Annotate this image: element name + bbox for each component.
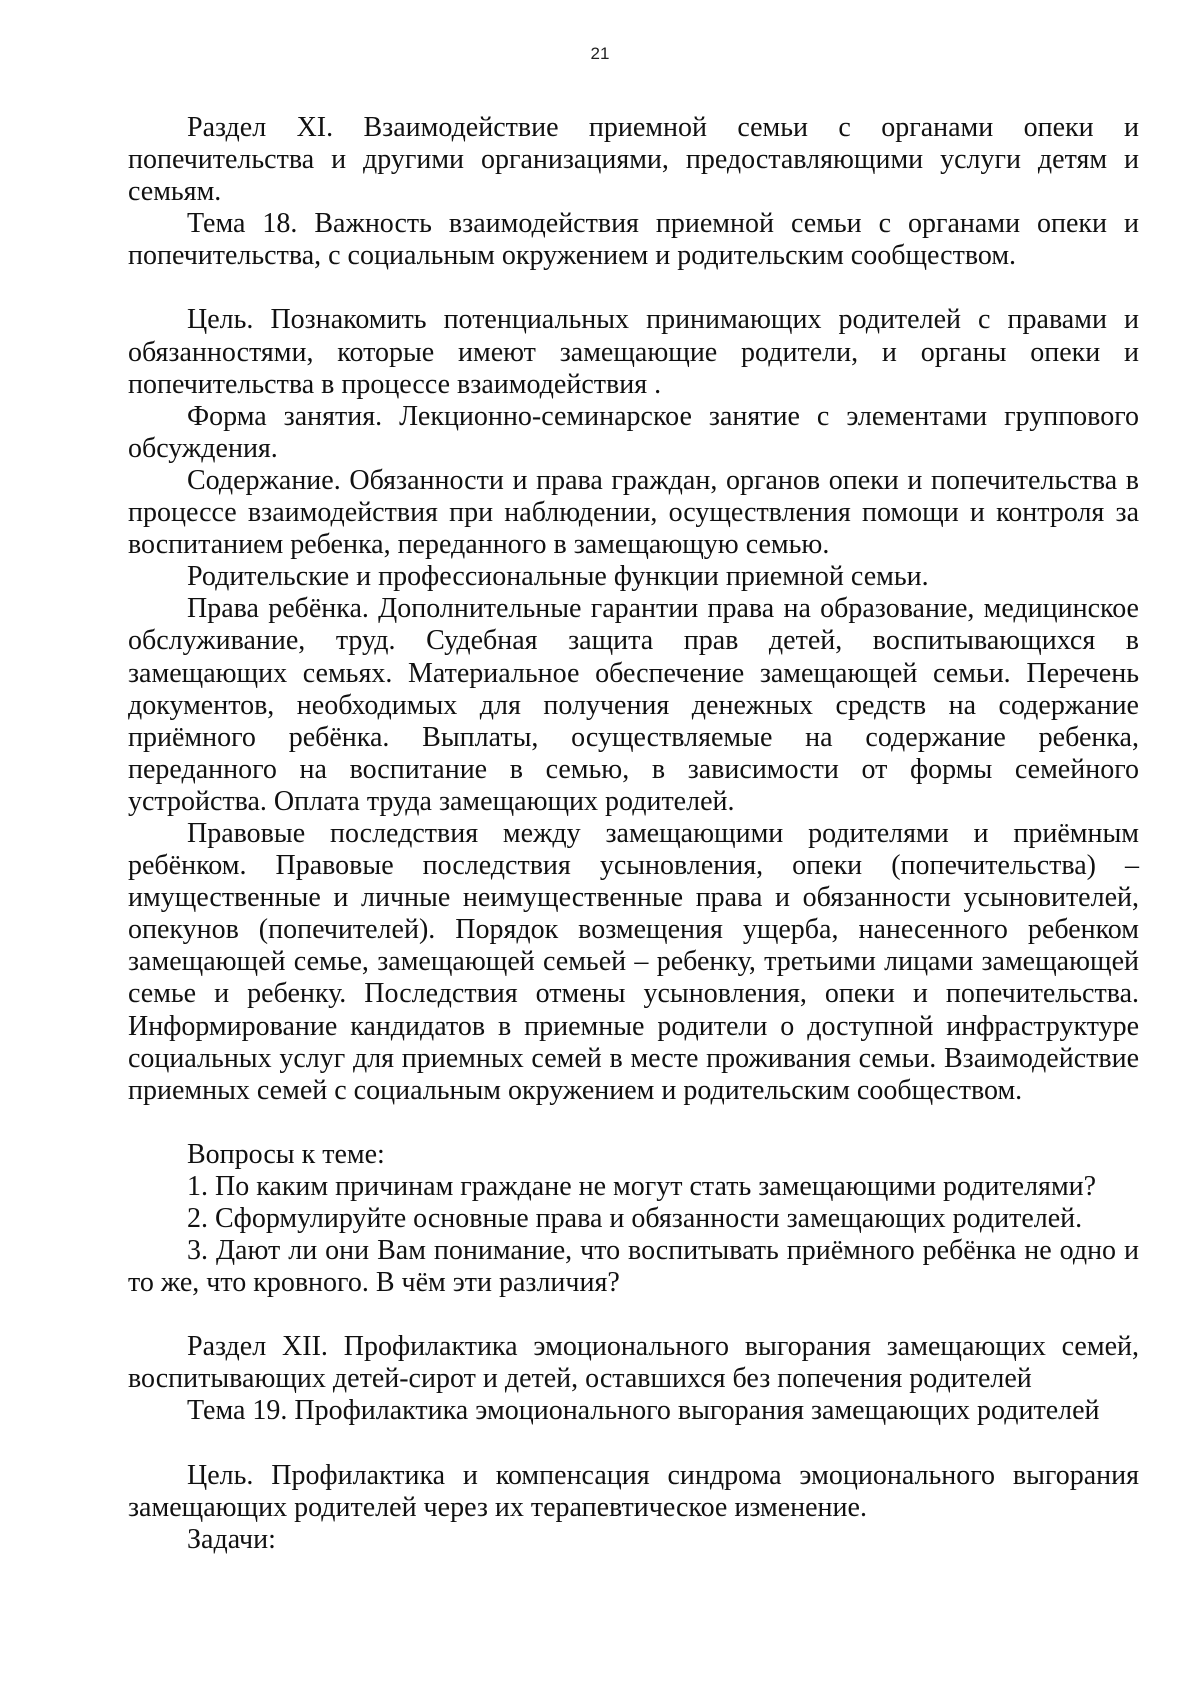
functions-paragraph: Родительские и профессиональные функции приемной семьи.	[187, 561, 929, 593]
lesson-form-paragraph: Форма занятия. Лекционно-семинарское занятие с элементами группового обсуждения.	[128, 400, 1139, 464]
questions-heading: Вопросы к теме:	[187, 1138, 385, 1170]
question-item: 3. Дают ли они Вам понимание, что воспитывать приёмного ребёнка не одно и то же, что кровного. В чём эти различия?	[128, 1235, 1139, 1299]
child-rights-paragraph: Права ребёнка. Дополнительные гарантии права на образование, медицинское обслуживание, труд. Судебная защита прав детей, воспитывающихся в замещающих семьях. Материальное обеспечение замещающей семьи. Перечень документов, необходимых для получения денежных средств на содержание приёмного ребёнка. Выплаты, осуществляемые на содержание ребенка, переданного на воспитание в семью, в зависимости от формы семейного устройства. Оплата труда замещающих родителей.	[128, 593, 1139, 817]
document-body	[128, 112, 1139, 1556]
tasks-heading: Задачи:	[187, 1523, 276, 1555]
goal-paragraph: Цель. Профилактика и компенсация синдрома эмоционального выгорания замещающих родителей через их терапевтическое изменение.	[128, 1459, 1139, 1523]
topic-heading: Тема 18. Важность взаимодействия приемной семьи с органами опеки и попечительства, с социальным окружением и родительским сообществом.	[128, 208, 1139, 272]
goal-paragraph: Цель. Познакомить потенциальных принимающих родителей с правами и обязанностями, которые имеют замещающие родители, и органы опеки и попечительства в процессе взаимодействия .	[128, 304, 1139, 400]
page-number: 21	[590, 44, 610, 63]
legal-consequences-paragraph: Правовые последствия между замещающими родителями и приёмным ребёнком. Правовые последствия усыновления, опеки (попечительства) – имущественные и личные неимущественные права и обязанности усыновителей, опекунов (попечителей). Порядок возмещения ущерба, нанесенного ребенком замещающей семье, замещающей семьей – ребенку, третьими лицами замещающей семье и ребенку. Последствия отмены усыновления, опеки и попечительства. Информирование кандидатов в приемные родители о доступной инфраструктуре социальных услуг для приемных семей в месте проживания семьи. Взаимодействие приемных семей с социальным окружением и родительским сообществом.	[128, 817, 1139, 1106]
question-item: 1. По каким причинам граждане не могут стать замещающими родителями?	[187, 1170, 1097, 1202]
content-paragraph: Содержание. Обязанности и права граждан, органов опеки и попечительства в процессе взаимодействия при наблюдении, осуществления помощи и контроля за воспитанием ребенка, переданного в замещающую семью.	[128, 464, 1139, 561]
section-heading: Раздел XI. Взаимодействие приемной семьи с органами опеки и попечительства и другими организациями, предоставляющими услуги детям и семьям.	[128, 112, 1139, 208]
section-heading: Раздел XII. Профилактика эмоционального выгорания замещающих семей, воспитывающих детей-сирот и детей, оставшихся без попечения родителей	[128, 1331, 1139, 1395]
question-item: 2. Сформулируйте основные права и обязанности замещающих родителей.	[187, 1203, 1083, 1234]
topic-heading: Тема 19. Профилактика эмоционального выгорания замещающих родителей	[187, 1395, 1100, 1427]
